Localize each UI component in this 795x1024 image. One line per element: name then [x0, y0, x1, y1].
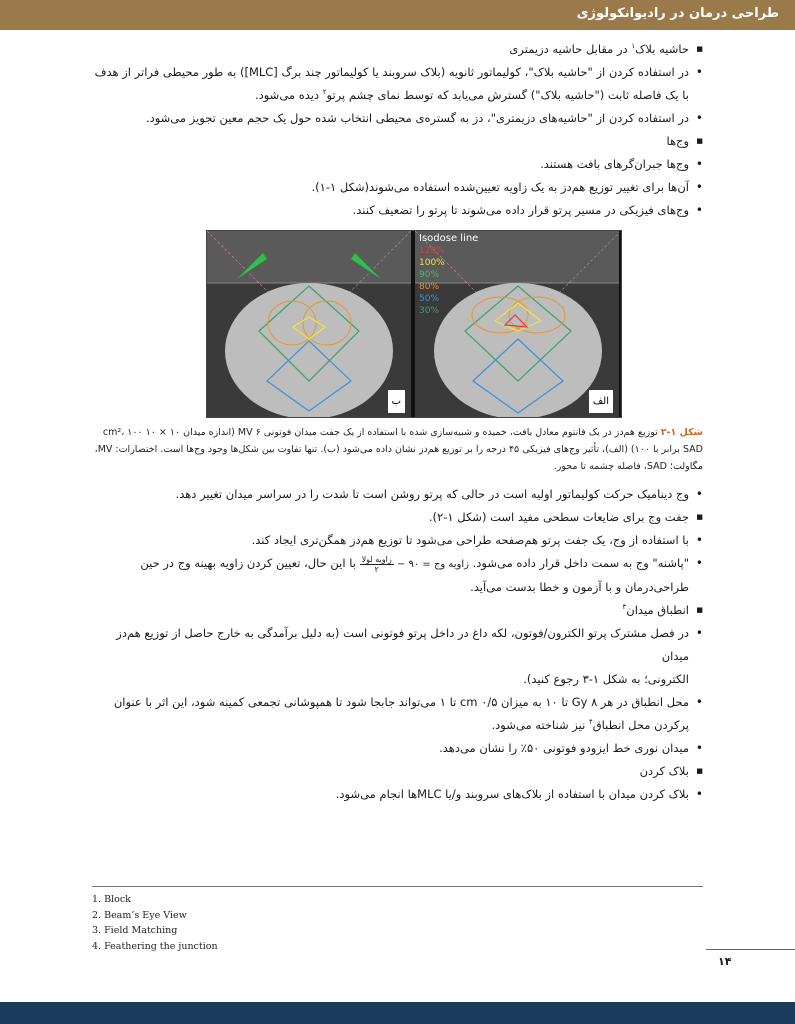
text-line: حاشیه بلاک	[635, 42, 689, 56]
footnote-item: 1. Block	[92, 894, 131, 905]
text-line: "پاشنه" وج به سمت داخل قرار داده می‌شود.	[472, 556, 689, 570]
legend-entry: 50%	[419, 294, 440, 304]
page-number: ۱۴	[718, 955, 732, 968]
text-line: الکترونی؛ به شکل ۱-۳ رجوع کنید).	[523, 672, 689, 686]
list-item	[92, 483, 703, 506]
list-item	[92, 760, 703, 783]
footnote-item: 2. Beam’s Eye View	[92, 909, 187, 921]
list-item	[92, 691, 703, 714]
text-line: در مقابل حاشیه دزیمتری	[509, 42, 632, 56]
list-item	[92, 38, 703, 61]
isodose-legend	[419, 233, 478, 317]
page-number-divider	[706, 949, 795, 950]
text-line: بلاک کردن میدان با استفاده از بلاک‌های سروبند و/یا MLCها انجام می‌شود.	[335, 787, 689, 801]
legend-entry: 30%	[419, 306, 440, 316]
panel-label-b: ب	[388, 390, 405, 413]
dot-bullet-icon	[696, 737, 703, 762]
dot-bullet-icon	[696, 199, 703, 224]
panel-label-a: الف	[589, 390, 613, 413]
dot-bullet-icon	[696, 529, 703, 554]
text-continuation	[92, 84, 703, 107]
list-item	[92, 622, 703, 668]
text-line: وج‌ها	[666, 134, 689, 148]
text-line: پرکردن محل انطباق	[592, 718, 689, 732]
list-item	[92, 130, 703, 153]
footnote-item: 4. Feathering the junction	[92, 940, 218, 952]
text-line: در استفاده کردن از "حاشیه بلاک"، کولیماتور ثانویه (بلاک سروبند یا کولیماتور چند برگ [MLC]) به طور محیطی فراتر از هدف	[94, 65, 689, 79]
dot-bullet-icon	[696, 153, 703, 178]
text-continuation	[92, 668, 703, 691]
figure-panel-b	[207, 231, 411, 417]
dot-bullet-icon	[696, 107, 703, 132]
legend-entry: 100%	[419, 258, 445, 268]
text-line: با این حال، تعیین کردن زاویه بهینه وج در حین	[140, 556, 356, 570]
header-title: طراحی درمان در رادیوانکولوژی	[576, 6, 779, 21]
list-item	[92, 176, 703, 199]
footnote-ref: ۱	[631, 42, 636, 51]
text-line: نیز شناخته می‌شود.	[491, 718, 589, 732]
legend-title: Isodose line	[419, 233, 479, 244]
formula-fraction	[360, 555, 394, 574]
dot-bullet-icon	[696, 622, 703, 647]
figure-caption	[92, 424, 703, 475]
caption-text: توزیع هم‌دز در یک فانتوم معادل بافت، خمیده و شبیه‌سازی شده با استفاده از یک جفت میدان فوتونی ۶ MV (اندازه میدان ۱۰ × ۱۰ cm²، ۱۰۰ SAD برابر با ۱۰۰) (الف)، تأثیر وج‌های فیزیکی ۴۵ درجه را بر توزیع هم‌دز نشان داده می‌شود (ب). تنها تفاوت بین شکل‌ها وجود وج‌ها است. اختصارات: MV، مگاولت؛ SAD، فاصله چشمه تا محور.	[94, 427, 703, 472]
wedged-isodose-image	[207, 231, 411, 417]
list-item	[92, 107, 703, 130]
text-line: میدان نوری خط ایزودو فوتونی ۵۰٪ را نشان می‌دهد.	[439, 741, 689, 755]
figure-panel-a	[415, 231, 619, 417]
text-line: بلاک کردن	[639, 764, 689, 778]
square-bullet-icon	[696, 506, 703, 529]
square-bullet-icon	[696, 38, 703, 61]
footnote-divider	[92, 886, 703, 887]
footnote-ref: ۲	[322, 88, 327, 97]
list-item	[92, 199, 703, 222]
square-bullet-icon	[696, 130, 703, 153]
page-body	[92, 38, 703, 806]
text-line: جفت وج برای ضایعات سطحی مفید است (شکل ۱-۲).	[428, 510, 689, 524]
footnote-item: 3. Field Matching	[92, 925, 178, 936]
text-line: با استفاده از وج، یک جفت پرتو هم‌صفحه طراحی می‌شود تا توزیع هم‌دز همگن‌تری ایجاد کند.	[251, 533, 689, 547]
dot-bullet-icon	[696, 176, 703, 201]
text-line: طراحی‌درمان و با آزمون و خطا بدست می‌آید.	[470, 580, 689, 594]
running-header	[0, 0, 795, 30]
text-continuation	[92, 576, 703, 599]
text-line: وج‌های فیزیکی در مسیر پرتو قرار داده می‌شوند تا پرتو را تضعیف کنند.	[352, 203, 689, 217]
footnote-ref: ۳	[622, 603, 627, 612]
legend-entry: 120%	[419, 246, 445, 256]
wedge-formula	[360, 554, 469, 574]
text-line: وج‌ها جبران‌گرهای بافت هستند.	[540, 157, 689, 171]
fraction-numerator: زاویه لولا	[361, 554, 392, 564]
dot-bullet-icon	[696, 483, 703, 508]
list-item	[92, 552, 703, 576]
legend-entry: 90%	[419, 270, 440, 280]
caption-label: شکل ۱-۲	[660, 427, 703, 438]
list-item	[92, 529, 703, 552]
dot-bullet-icon	[696, 691, 703, 716]
list-item	[92, 599, 703, 622]
square-bullet-icon	[696, 760, 703, 783]
list-item	[92, 506, 703, 529]
text-line: آن‌ها برای تغییر توزیع هم‌دز به یک زاویه تعیین‌شده استفاده می‌شوند(شکل ۱-۱).	[311, 180, 689, 194]
footnotes	[92, 892, 218, 954]
dot-bullet-icon	[696, 552, 703, 577]
list-item	[92, 783, 703, 806]
list-item	[92, 153, 703, 176]
list-item	[92, 737, 703, 760]
text-line: با یک فاصله ثابت ("حاشیه بلاک") گسترش می‌یابد که توسط نمای چشم پرتو	[326, 88, 689, 102]
formula-left: زاویه وج = ۹۰ −	[396, 559, 469, 570]
fraction-denominator: ۲	[374, 564, 379, 574]
list-item	[92, 61, 703, 84]
text-line: در استفاده کردن از "حاشیه‌های دزیمتری"، دز به گستره‌ی محیطی انتخاب شده حول یک حجم معین تجویز می‌شود.	[145, 111, 689, 125]
text-line: در فصل مشترک پرتو الکترون/فوتون، لکه داغ در داخل پرتو فوتونی است (به دلیل برآمدگی به خارج حاصل از توزیع هم‌دز میدان	[116, 626, 689, 663]
dot-bullet-icon	[696, 61, 703, 86]
isodose-figure	[206, 230, 622, 418]
text-line: محل انطباق در هر ۸ Gy تا ۱۰ به میزان ۰/۵ cm تا ۱ می‌تواند جابجا شود تا همپوشانی تجمعی کمینه شود، این اثر با عنوان	[113, 695, 689, 709]
text-line: وج دینامیک حرکت کولیماتور اولیه است در حالی که پرتو روشن است تا شدت را در سراسر میدان تغییر دهد.	[175, 487, 689, 501]
footer-bar	[0, 1002, 795, 1024]
legend-entry: 80%	[419, 282, 440, 292]
text-line: انطباق میدان	[626, 603, 689, 617]
square-bullet-icon	[696, 599, 703, 622]
text-continuation	[92, 714, 703, 737]
dot-bullet-icon	[696, 783, 703, 808]
footnote-ref: ۴	[588, 718, 593, 727]
text-line: دیده می‌شود.	[254, 88, 323, 102]
